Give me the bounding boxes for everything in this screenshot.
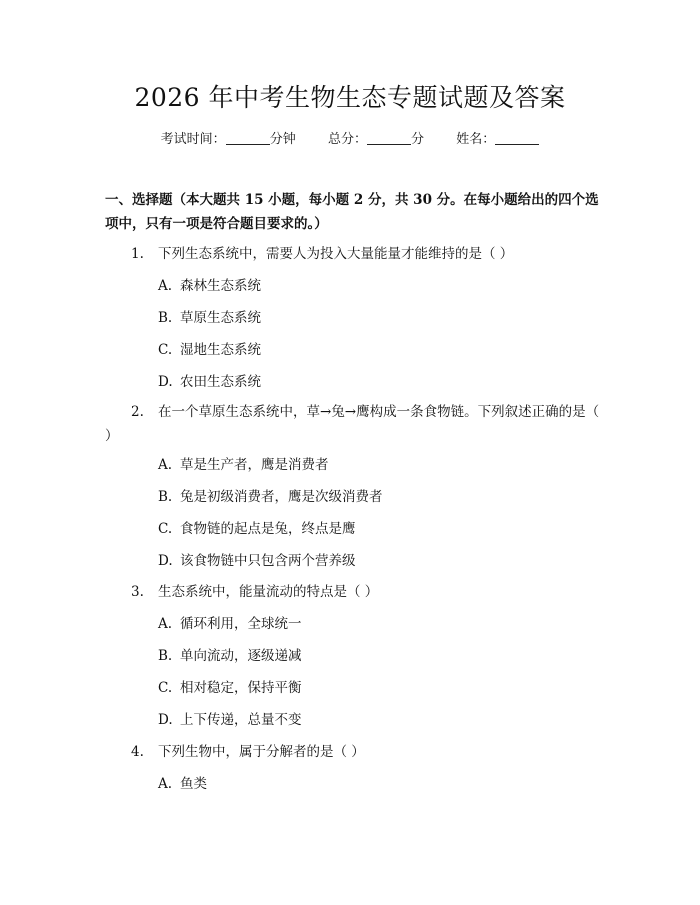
- q1-option-d: [158, 370, 598, 394]
- question-number: 1.: [131, 246, 144, 262]
- total-score-blank: [367, 130, 411, 145]
- exam-info-line: [0, 130, 700, 150]
- option-letter: C.: [158, 521, 173, 537]
- total-score-unit: 分: [411, 132, 425, 147]
- q2-option-a: [158, 453, 598, 477]
- option-letter: C.: [158, 680, 173, 696]
- exam-time-label: 考试时间：: [160, 132, 226, 147]
- q4-option-a: [158, 772, 598, 796]
- option-text: 草原生态系统: [180, 310, 261, 326]
- question-number: 3.: [131, 584, 144, 600]
- option-text: 循环利用，全球统一: [180, 616, 302, 632]
- section-heading: 一、选择题（本大题共 15 小题，每小题 2 分，共 30 分。在每小题给出的四个选项中，只有一项是符合题目要求的。）: [105, 192, 599, 232]
- question-1: [105, 242, 605, 266]
- exam-time-blank: [226, 130, 270, 145]
- option-text: 相对稳定，保持平衡: [180, 680, 302, 696]
- page-title: 2026 年中考生物生态专题试题及答案: [134, 83, 566, 112]
- option-letter: A.: [158, 278, 173, 294]
- option-text: 森林生态系统: [180, 278, 261, 294]
- name-field: [456, 130, 539, 150]
- name-label: 姓名：: [456, 132, 496, 147]
- option-letter: B.: [158, 648, 173, 664]
- option-letter: D.: [158, 553, 173, 569]
- option-letter: C.: [158, 342, 173, 358]
- option-letter: A.: [158, 776, 173, 792]
- option-text: 食物链的起点是兔，终点是鹰: [180, 521, 356, 537]
- option-text: 草是生产者，鹰是消费者: [180, 457, 329, 473]
- q3-option-a: [158, 612, 598, 636]
- q2-option-d: [158, 549, 598, 573]
- total-score-label: 总分：: [327, 132, 367, 147]
- question-2: [105, 400, 605, 448]
- name-blank: [495, 130, 539, 145]
- option-letter: B.: [158, 489, 173, 505]
- option-text: 农田生态系统: [180, 374, 261, 390]
- option-text: 兔是初级消费者，鹰是次级消费者: [180, 489, 383, 505]
- question-4: [105, 740, 605, 764]
- question-number: 4.: [131, 744, 144, 760]
- option-letter: A.: [158, 457, 173, 473]
- q3-option-b: [158, 644, 598, 668]
- question-stem: 下列生物中，属于分解者的是（ ）: [158, 744, 365, 760]
- question-3: [105, 580, 605, 604]
- question-stem: 下列生态系统中，需要人为投入大量能量才能维持的是（ ）: [158, 246, 514, 262]
- option-text: 湿地生态系统: [180, 342, 261, 358]
- question-number: 2.: [131, 404, 144, 420]
- exam-time-field: [161, 130, 296, 150]
- total-score-field: [328, 130, 424, 150]
- q2-option-c: [158, 517, 598, 541]
- q1-option-a: [158, 274, 598, 298]
- option-letter: D.: [158, 712, 173, 728]
- option-letter: B.: [158, 310, 173, 326]
- option-text: 该食物链中只包含两个营养级: [180, 553, 356, 569]
- q1-option-b: [158, 306, 598, 330]
- option-text: 单向流动，逐级递减: [180, 648, 302, 664]
- option-text: 上下传递，总量不变: [180, 712, 302, 728]
- question-stem: 生态系统中，能量流动的特点是（ ）: [158, 584, 379, 600]
- option-letter: D.: [158, 374, 173, 390]
- question-stem: 在一个草原生态系统中，草→兔→鹰构成一条食物链。下列叙述正确的是（ ）: [105, 404, 600, 444]
- option-letter: A.: [158, 616, 173, 632]
- exam-time-unit: 分钟: [269, 132, 296, 147]
- q3-option-c: [158, 676, 598, 700]
- q3-option-d: [158, 708, 598, 732]
- option-text: 鱼类: [180, 776, 207, 792]
- q2-option-b: [158, 485, 598, 509]
- q1-option-c: [158, 338, 598, 362]
